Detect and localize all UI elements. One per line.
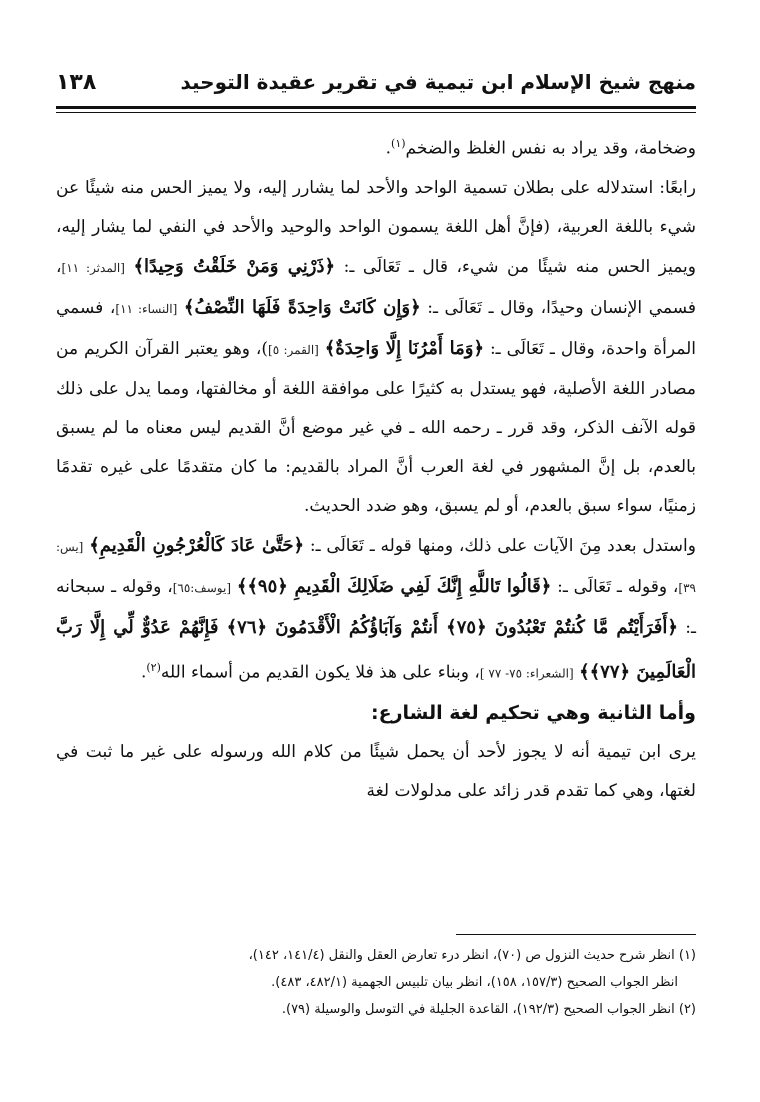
quran-verse: ﴿حَتَّىٰ عَادَ كَالْعُرْجُونِ الْقَدِيمِ﴾ [89,534,305,556]
verse-reference: [النساء: ١١] [115,301,178,316]
verse-reference: [القمر: ٥] [268,342,319,357]
footnotes [56,942,696,1023]
footnote-ref-2: (٢) [146,660,161,674]
footnote-ref-1: (١) [391,137,406,150]
paragraph-2 [56,169,696,526]
footnote-1: (١) انظر شرح حديث النزول ص (٧٠)، انظر درء تعارض العقل والنقل (١٤١/٤، ١٤٢)، [248,948,696,963]
footnote-1-continued: انظر الجواب الصحيح (١٥٧/٣، ١٥٨)، انظر بيان تلبيس الجهمية (٤٨٢/١، ٤٨٣). [271,975,678,990]
quran-verse: ﴿وَمَا أَمْرُنَا إِلَّا وَاحِدَةٌ﴾ [324,337,485,359]
text-run: رابعًا: استدلاله على بطلان تسمية الواحد والأحد لما يشارر إليه، ولا يميز الحس منه شيئًا عن شيء باللغة العربية، (فإنَّ أهل اللغة يسمون الواحد والوحيد والأحد في النفي لما يشار إليه، ويميز الحس منه شيئًا من شيء، قال ـ تَعَالَى ـ: [56,177,696,277]
text-run: ، فسمي الإنسان وحيدًا، وقال ـ تَعَالَى ـ: [56,256,697,318]
text-run: وضخامة، وقد يراد به نفس الغلظ والضخم [405,138,696,159]
quran-verse: ﴿أَفَرَأَيْتُم مَّا كُنتُمْ تَعْبُدُونَ ﴿٧٥﴾ أَنتُمْ وَآبَاؤُكُمُ الْأَقْدَمُونَ ﴿٧٦﴾ فَإِنَّهُمْ عَدُوٌّ لِّي إِلَّا رَبَّ الْعَالَمِينَ ﴿٧٧﴾﴾ [56,616,696,683]
text-run: ، وقوله ـ سبحانه ـ: [56,576,696,638]
footnote-rule [456,934,696,935]
text-run: . [385,138,392,159]
text-run: . [140,662,147,683]
paragraph-3 [56,526,696,694]
verse-reference: [يس: ٣٩] [56,539,696,595]
paragraph-4: يرى ابن تيمية أنه لا يجوز لأحد أن يحمل شيئًا من كلام الله ورسوله على غير ما ثبت في لغتها، وهي كما تقدم قدر زائد على مدلولات لغة [56,742,696,802]
running-header [56,68,696,102]
text-run: )، وهو يعتبر القرآن الكريم من مصادر اللغة الأصلية، فهو يستدل به كثيرًا على موافقة اللغة أو مخالفتها، ومما يدل على ذلك قوله الآنف الذكر، وقد قرر ـ رحمه الله ـ في غير موضع أنَّ القديم ليس معناه ما لم يسبق بالعدم، بل إنَّ المشهور في لغة العرب أنَّ المراد بالقديم: ما كان متقدمًا على غيره تقدمًا زمنيًا، سواء سبق بالعدم، أو لم يسبق، وهو ضدد الحديث. [56,338,696,516]
page-number: ١٣٨ [56,70,97,95]
book-page [56,68,697,1017]
text-run: ، فسمي المرأة واحدة، وقال ـ تَعَالَى ـ: [56,297,697,359]
text-run: ، وقوله ـ تَعَالَى ـ: [551,576,679,597]
verse-reference: [المدثر: ١١] [61,260,125,275]
header-rule-thick [56,106,696,109]
verse-reference: [الشعراء: ٧٥- ٧٧ ] [479,666,574,681]
quran-verse: ﴿قَالُوا تَاللَّهِ إِنَّكَ لَفِي ضَلَالِكَ الْقَدِيمِ ﴿٩٥﴾﴾ [236,575,552,597]
text-run: واستدل بعدد مِنَ الآيات على ذلك، ومنها قوله ـ تَعَالَى ـ: [304,535,696,556]
verse-reference: [يوسف:٦٥] [172,580,232,595]
header-title: منهج شيخ الإسلام ابن تيمية في تقرير عقيدة التوحيد [180,70,696,94]
text-run: ، وبناء على هذ فلا يكون القديم من أسماء الله [160,662,480,683]
footnote-2: (٢) انظر الجواب الصحيح (١٩٢/٣)، القاعدة الجليلة في التوسل والوسيلة (٧٩). [281,1002,696,1017]
quran-verse: ﴿وَإِن كَانَتْ وَاحِدَةً فَلَهَا النِّصْفُ﴾ [183,296,421,318]
section-heading: وأما الثانية وهي تحكيم لغة الشارع: [371,702,696,725]
paragraph-1 [56,124,696,169]
header-rule-thin [56,112,696,113]
main-text [56,124,696,811]
quran-verse: ﴿ذَرْنِي وَمَنْ خَلَقْتُ وَحِيدًا﴾ [133,255,336,277]
